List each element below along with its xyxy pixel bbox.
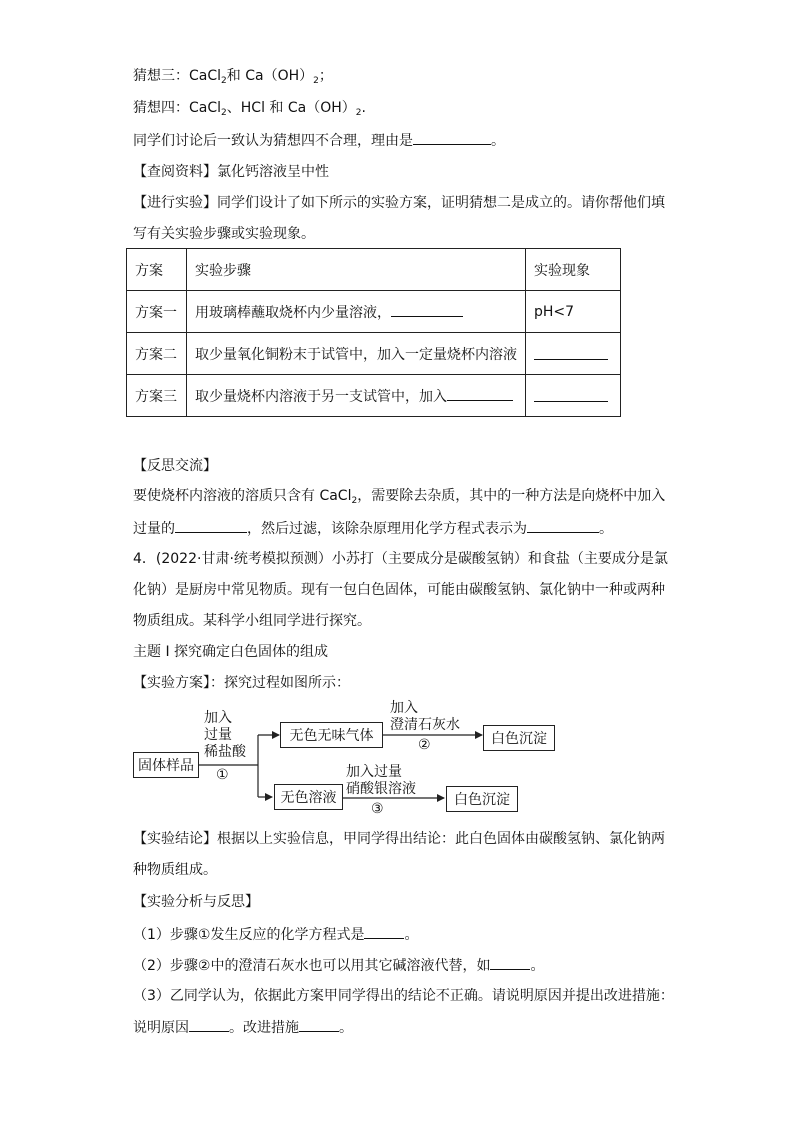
hypothesis-3: 猜想三：CaCl$_2$和 $Ca(OH)_2$； [133, 68, 333, 86]
conclusion-line2: 种物质组成。 [133, 862, 217, 878]
plan-cell: 方案一 [127, 291, 187, 333]
step-2-number: ② [418, 737, 431, 753]
step-3-label-line2: 硝酸银溶液 [346, 781, 416, 797]
step-1-label-line1: 加入 [204, 710, 232, 726]
answer-blank[interactable] [189, 1017, 229, 1032]
analysis-q3-answer: 说明原因 。改进措施 。 [133, 1017, 353, 1038]
analysis-heading: 【实验分析与反思】 [133, 894, 259, 910]
experiment-intro-line1: 【进行实验】同学们设计了如下所示的实验方案，证明猜想二是成立的。请你帮他们填 [133, 195, 665, 211]
answer-blank[interactable] [490, 955, 530, 970]
experiment-intro-line2: 写有关实验步骤或实验现象。 [133, 226, 315, 242]
reflection-heading: 【反思交流】 [133, 458, 217, 474]
answer-blank[interactable] [299, 1017, 339, 1032]
table-header: 方案 [127, 249, 187, 291]
step-cell: 取少量烧杯内溶液于另一支试管中，加入 [187, 375, 526, 417]
solution-box: 无色溶液 [274, 784, 343, 810]
table-header: 实验现象 [526, 249, 621, 291]
step-1-label-line2: 过量 [204, 727, 232, 743]
hypothesis-4: 猜想四：CaCl$_2$、HCl 和 $Ca(OH)_2$. [133, 100, 366, 118]
precipitate-2-box: 白色沉淀 [446, 786, 518, 812]
conclusion-line1: 【实验结论】根据以上实验信息，甲同学得出结论：此白色固体由碳酸氢钠、氯化钠两 [133, 831, 665, 847]
step-cell: 用玻璃棒蘸取烧杯内少量溶液， [187, 291, 526, 333]
step-3-label-line1: 加入过量 [346, 764, 402, 780]
plan-cell: 方案二 [127, 333, 187, 375]
analysis-q3: （3）乙同学认为，依据此方案甲同学得出的结论不正确。请说明原因并提出改进措施： [133, 988, 674, 1004]
reflection-line1: 要使烧杯内溶液的溶质只含有 CaCl$_2$，需要除去杂质，其中的一种方法是向烧杯中加入 [133, 488, 666, 506]
step-1-label-line3: 稀盐酸 [204, 744, 246, 760]
plan-cell: 方案三 [127, 375, 187, 417]
step-2-label-line1: 加入 [390, 700, 418, 716]
topic-line: 主题 I 探究确定白色固体的组成 [133, 644, 329, 660]
step-3-number: ③ [371, 801, 384, 817]
question-4-line2: 化钠）是厨房中常见物质。现有一包白色固体，可能由碳酸氢钠、氯化钠中一种或两种 [133, 582, 665, 598]
solid-sample-box: 固体样品 [133, 752, 199, 778]
analysis-q2: （2）步骤②中的澄清石灰水也可以用其它碱溶液代替，如 。 [133, 955, 544, 976]
table-header: 实验步骤 [187, 249, 526, 291]
answer-blank[interactable] [364, 924, 404, 939]
plan-line: 【实验方案】：探究过程如图所示： [133, 675, 350, 691]
question-4-line3: 物质组成。某科学小组同学进行探究。 [133, 613, 371, 629]
precipitate-1-box: 白色沉淀 [483, 725, 555, 751]
phenomenon-cell: pH<7 [526, 291, 621, 333]
discussion-line: 同学们讨论后一致认为猜想四不合理，理由是 。 [133, 130, 505, 151]
analysis-q1: （1）步骤①发生反应的化学方程式是 。 [133, 924, 418, 945]
step-cell: 取少量氧化铜粉末于试管中，加入一定量烧杯内溶液 [187, 333, 526, 375]
reflection-line2: 过量的 ，然后过滤，该除杂原理用化学方程式表示为 。 [133, 518, 613, 539]
step-1-number: ① [216, 767, 229, 783]
step-2-label-line2: 澄清石灰水 [390, 717, 460, 733]
gas-box: 无色无味气体 [280, 722, 383, 748]
question-4-line1: 4．(2022·甘肃·统考模拟预测）小苏打（主要成分是碳酸氢钠）和食盐（主要成分是氯 [133, 551, 668, 567]
reference-line: 【查阅资料】氯化钙溶液呈中性 [133, 164, 329, 180]
